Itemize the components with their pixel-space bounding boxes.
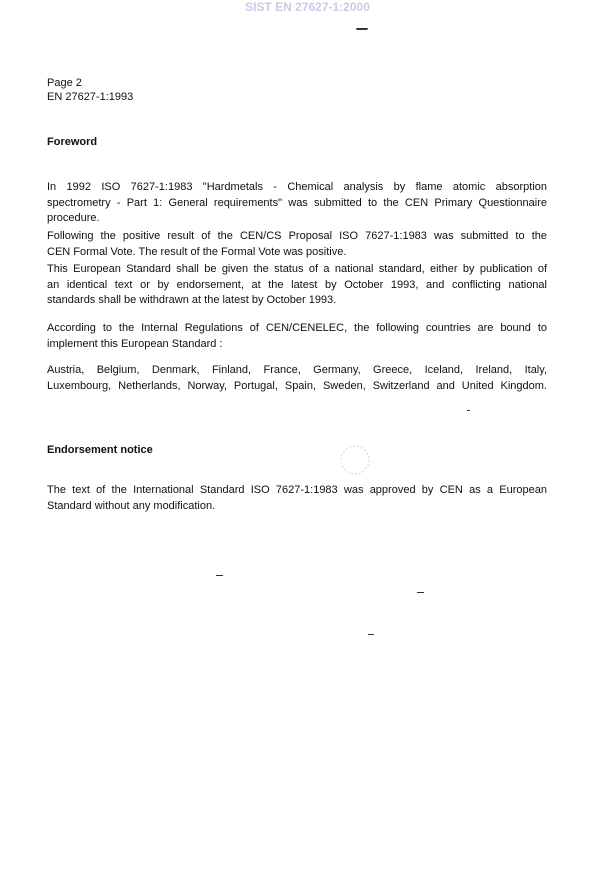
text-line: an identical text or by endorsement, at the latest by October 1993, and conflicting national [47, 278, 547, 291]
text-line: Standard without any modification. [47, 499, 216, 512]
text-line: standards shall be withdrawn at the latest by October 1993. [47, 294, 337, 306]
text-line: Luxembourg, Netherlands, Norway, Portugal, Spain, Sweden, Switzerland and United Kingdom. [47, 379, 547, 392]
scan-mark [368, 634, 374, 635]
standard-number: EN 27627-1:1993 [47, 91, 134, 103]
text-line: In 1992 ISO 7627-1:1983 "Hardmetals - Chemical analysis by flame atomic absorption [47, 181, 547, 193]
text-line: spectrometry - Part 1: General requirements" was submitted to the CEN Primary Questionnaire [47, 196, 547, 209]
text-line: Following the positive result of the CEN/CS Proposal ISO 7627-1:1983 was submitted to the [47, 230, 547, 242]
scan-mark [417, 592, 424, 593]
text-line: procedure. [47, 212, 100, 224]
endorsement-heading: Endorsement notice [47, 444, 153, 456]
scan-mark [467, 410, 470, 411]
text-line: According to the Internal Regulations of CEN/CENELEC, the following countries are bound to [47, 322, 547, 334]
foreword-paragraph-4 [47, 321, 547, 352]
page-header [47, 76, 133, 104]
countries-list [47, 363, 547, 394]
text-line: This European Standard shall be given the status of a national standard, either by publication of [47, 263, 547, 275]
watermark: SIST EN 27627-1:2000 [245, 0, 370, 14]
stamp-emblem-icon [335, 440, 375, 480]
foreword-paragraph-2 [47, 229, 547, 260]
text-line: CEN Formal Vote. The result of the Formal Vote was positive. [47, 245, 347, 258]
foreword-heading: Foreword [47, 136, 98, 148]
foreword-paragraph-1 [47, 180, 547, 227]
scan-mark [216, 575, 223, 576]
endorsement-paragraph [47, 483, 547, 514]
page-number: Page 2 [47, 77, 82, 89]
text-line: implement this European Standard : [47, 337, 223, 350]
scan-mark [356, 28, 368, 30]
foreword-paragraph-3 [47, 262, 547, 309]
text-line: The text of the International Standard ISO 7627-1:1983 was approved by CEN as a European [47, 484, 547, 496]
text-line: Austria, Belgium, Denmark, Finland, France, Germany, Greece, Iceland, Ireland, Italy, [47, 364, 547, 376]
